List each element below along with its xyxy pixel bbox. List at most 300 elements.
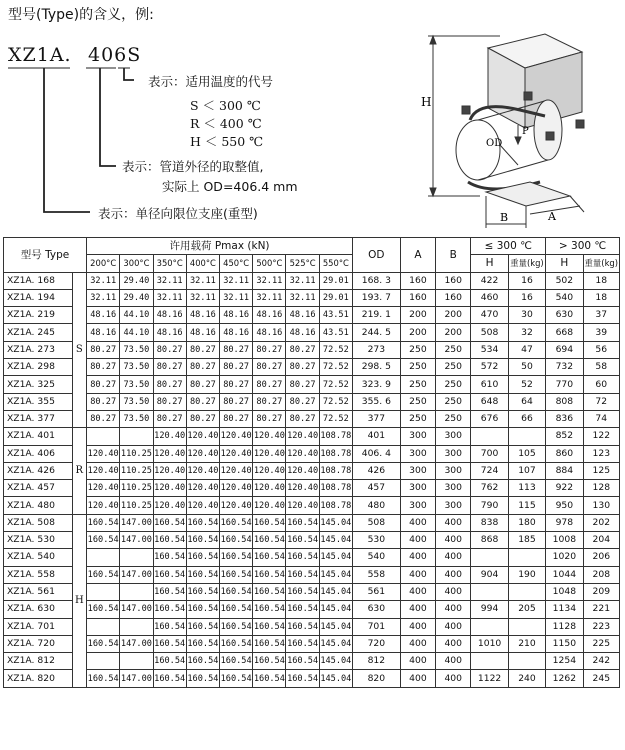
dim-od-label: OD: [486, 138, 503, 149]
load-cell: 80.27: [253, 376, 286, 393]
value-cell: 648: [471, 393, 508, 410]
load-cell: 120.40: [286, 497, 319, 514]
value-cell: 400: [400, 583, 435, 600]
value-cell: 105: [508, 445, 545, 462]
value-cell: 860: [546, 445, 583, 462]
temp-code-s: S ＜ 300 ℃: [190, 98, 261, 113]
load-cell: [87, 549, 120, 566]
value-cell: 300: [436, 445, 471, 462]
load-cell: 80.27: [286, 393, 319, 410]
value-cell: 820: [352, 670, 400, 687]
load-cell: 80.27: [253, 410, 286, 427]
load-cell: 120.40: [220, 480, 253, 497]
value-cell: 250: [400, 341, 435, 358]
value-cell: 130: [583, 497, 619, 514]
load-cell: 160.54: [253, 566, 286, 583]
table-row: [4, 410, 620, 427]
value-cell: [508, 618, 545, 635]
table-row: [4, 445, 620, 462]
value-cell: 300: [400, 497, 435, 514]
load-cell: 72.52: [319, 410, 352, 427]
table-row: [4, 514, 620, 531]
load-cell: 160.54: [186, 670, 219, 687]
load-cell: 80.27: [153, 376, 186, 393]
load-cell: 110.25: [120, 462, 153, 479]
load-cell: 80.27: [220, 410, 253, 427]
load-cell: 32.11: [186, 289, 219, 306]
value-cell: 300: [400, 462, 435, 479]
value-cell: 812: [352, 653, 400, 670]
value-cell: 202: [583, 514, 619, 531]
value-cell: 16: [508, 272, 545, 289]
table-row: [4, 289, 620, 306]
load-cell: 160.54: [186, 514, 219, 531]
load-cell: 120.40: [253, 445, 286, 462]
value-cell: 58: [583, 359, 619, 376]
load-cell: 48.16: [87, 324, 120, 341]
load-cell: 80.27: [286, 359, 319, 376]
value-cell: 470: [471, 307, 508, 324]
model-cell: XZ1A. 530: [4, 532, 73, 549]
load-cell: 120.40: [153, 497, 186, 514]
model-cell: XZ1A. 401: [4, 428, 73, 445]
value-cell: 1044: [546, 566, 583, 583]
value-cell: 205: [508, 601, 545, 618]
load-cell: 120.40: [253, 462, 286, 479]
header-temp: 350°C: [153, 255, 186, 272]
load-cell: 147.00: [120, 532, 153, 549]
value-cell: 168. 3: [352, 272, 400, 289]
load-cell: 72.52: [319, 393, 352, 410]
load-cell: 32.11: [87, 289, 120, 306]
value-cell: 457: [352, 480, 400, 497]
value-cell: 273: [352, 341, 400, 358]
value-cell: 32: [508, 324, 545, 341]
value-cell: 200: [400, 324, 435, 341]
load-cell: 80.27: [253, 359, 286, 376]
value-cell: 610: [471, 376, 508, 393]
value-cell: 540: [352, 549, 400, 566]
load-cell: 120.40: [253, 428, 286, 445]
load-cell: 160.54: [87, 635, 120, 652]
load-cell: 29.40: [120, 289, 153, 306]
load-cell: 160.54: [253, 618, 286, 635]
load-cell: 32.11: [186, 272, 219, 289]
load-cell: 80.27: [220, 376, 253, 393]
load-cell: 160.54: [220, 635, 253, 652]
load-cell: 145.04: [319, 549, 352, 566]
model-cell: XZ1A. 820: [4, 670, 73, 687]
model-cell: XZ1A. 298: [4, 359, 73, 376]
load-cell: [120, 618, 153, 635]
load-cell: 120.40: [186, 480, 219, 497]
value-cell: 240: [508, 670, 545, 687]
value-cell: 401: [352, 428, 400, 445]
value-cell: 250: [400, 359, 435, 376]
model-cell: XZ1A. 480: [4, 497, 73, 514]
value-cell: 200: [436, 307, 471, 324]
load-cell: 80.27: [253, 393, 286, 410]
load-cell: 160.54: [220, 532, 253, 549]
value-cell: 300: [436, 428, 471, 445]
value-cell: 47: [508, 341, 545, 358]
model-cell: XZ1A. 457: [4, 480, 73, 497]
value-cell: 400: [436, 618, 471, 635]
table-row: [4, 307, 620, 324]
value-cell: 694: [546, 341, 583, 358]
load-cell: 160.54: [286, 653, 319, 670]
value-cell: 206: [583, 549, 619, 566]
load-cell: 160.54: [153, 601, 186, 618]
load-cell: 160.54: [220, 566, 253, 583]
value-cell: 836: [546, 410, 583, 427]
load-cell: 73.50: [120, 410, 153, 427]
value-cell: 400: [400, 514, 435, 531]
load-cell: 160.54: [220, 583, 253, 600]
load-cell: 147.00: [120, 670, 153, 687]
value-cell: 113: [508, 480, 545, 497]
value-cell: 561: [352, 583, 400, 600]
header-temp: 300°C: [120, 255, 153, 272]
load-cell: 160.54: [87, 532, 120, 549]
load-cell: 120.40: [286, 445, 319, 462]
value-cell: 630: [546, 307, 583, 324]
header-temp: 550°C: [319, 255, 352, 272]
load-cell: 48.16: [186, 307, 219, 324]
load-cell: [120, 653, 153, 670]
value-cell: 1262: [546, 670, 583, 687]
value-cell: 400: [400, 601, 435, 618]
intro-title: 型号(Type)的含义，例:: [8, 7, 154, 23]
table-row: [4, 532, 620, 549]
load-cell: 80.27: [286, 341, 319, 358]
value-cell: 508: [352, 514, 400, 531]
load-cell: 145.04: [319, 670, 352, 687]
load-cell: 160.54: [153, 514, 186, 531]
load-cell: 160.54: [87, 601, 120, 618]
load-cell: 32.11: [253, 272, 286, 289]
load-cell: 32.11: [220, 289, 253, 306]
value-cell: 245: [583, 670, 619, 687]
value-cell: 720: [352, 635, 400, 652]
model-cell: XZ1A. 273: [4, 341, 73, 358]
load-cell: 120.40: [220, 428, 253, 445]
value-cell: 209: [583, 583, 619, 600]
load-cell: 120.40: [153, 428, 186, 445]
load-cell: 48.16: [253, 307, 286, 324]
load-cell: 160.54: [220, 618, 253, 635]
desc-temperature-code: 表示：适用温度的代号: [148, 74, 274, 89]
value-cell: 355. 6: [352, 393, 400, 410]
load-cell: 160.54: [286, 635, 319, 652]
load-cell: 160.54: [153, 532, 186, 549]
load-cell: 160.54: [253, 653, 286, 670]
load-cell: 120.40: [220, 497, 253, 514]
value-cell: [471, 618, 508, 635]
load-cell: 160.54: [286, 583, 319, 600]
model-cell: XZ1A. 558: [4, 566, 73, 583]
value-cell: 250: [436, 359, 471, 376]
value-cell: 978: [546, 514, 583, 531]
load-cell: 80.27: [220, 359, 253, 376]
value-cell: 300: [400, 428, 435, 445]
model-cell: XZ1A. 630: [4, 601, 73, 618]
value-cell: 30: [508, 307, 545, 324]
example-code-suffix: 406S: [88, 44, 142, 66]
load-cell: 48.16: [153, 307, 186, 324]
load-cell: 73.50: [120, 341, 153, 358]
value-cell: 838: [471, 514, 508, 531]
value-cell: 200: [436, 324, 471, 341]
value-cell: 208: [583, 566, 619, 583]
value-cell: 400: [436, 549, 471, 566]
load-cell: 120.40: [186, 462, 219, 479]
load-cell: 120.40: [253, 480, 286, 497]
value-cell: 400: [436, 635, 471, 652]
value-cell: 210: [508, 635, 545, 652]
load-cell: 160.54: [153, 583, 186, 600]
load-cell: 80.27: [220, 393, 253, 410]
load-cell: 160.54: [286, 566, 319, 583]
value-cell: 400: [436, 514, 471, 531]
header-temp: 450°C: [220, 255, 253, 272]
load-cell: 160.54: [153, 618, 186, 635]
value-cell: 1128: [546, 618, 583, 635]
load-cell: 147.00: [120, 566, 153, 583]
table-row: [4, 272, 620, 289]
desc-support: 表示：单径向限位支座(重型): [98, 206, 258, 221]
load-cell: 160.54: [286, 618, 319, 635]
load-cell: 32.11: [286, 289, 319, 306]
load-cell: 145.04: [319, 514, 352, 531]
value-cell: 242: [583, 653, 619, 670]
load-cell: 73.50: [120, 359, 153, 376]
load-cell: 160.54: [186, 583, 219, 600]
value-cell: 300: [400, 480, 435, 497]
load-cell: 145.04: [319, 583, 352, 600]
load-cell: 160.54: [253, 532, 286, 549]
value-cell: 400: [400, 566, 435, 583]
value-cell: 300: [400, 445, 435, 462]
model-cell: XZ1A. 812: [4, 653, 73, 670]
load-cell: 48.16: [286, 324, 319, 341]
value-cell: 400: [400, 670, 435, 687]
table-row: [4, 566, 620, 583]
load-cell: 160.54: [220, 601, 253, 618]
load-cell: 120.40: [153, 445, 186, 462]
value-cell: 190: [508, 566, 545, 583]
value-cell: 323. 9: [352, 376, 400, 393]
load-cell: 80.27: [153, 393, 186, 410]
load-cell: [87, 583, 120, 600]
load-cell: 160.54: [87, 514, 120, 531]
load-cell: 80.27: [286, 376, 319, 393]
value-cell: 160: [436, 272, 471, 289]
load-cell: 120.40: [253, 497, 286, 514]
value-cell: 107: [508, 462, 545, 479]
load-cell: 145.04: [319, 653, 352, 670]
value-cell: 950: [546, 497, 583, 514]
load-cell: 32.11: [253, 289, 286, 306]
load-cell: 160.54: [186, 601, 219, 618]
load-cell: 160.54: [253, 635, 286, 652]
value-cell: 250: [400, 376, 435, 393]
value-cell: 400: [400, 653, 435, 670]
load-cell: 48.16: [153, 324, 186, 341]
value-cell: 123: [583, 445, 619, 462]
load-cell: 32.11: [153, 272, 186, 289]
load-cell: 80.27: [87, 376, 120, 393]
value-cell: [508, 428, 545, 445]
value-cell: 400: [436, 566, 471, 583]
load-cell: [120, 549, 153, 566]
load-cell: 120.40: [186, 428, 219, 445]
value-cell: 530: [352, 532, 400, 549]
load-cell: 43.51: [319, 307, 352, 324]
load-cell: 160.54: [186, 549, 219, 566]
header-weight-le300: 重量(kg): [508, 255, 545, 272]
load-cell: 120.40: [87, 445, 120, 462]
value-cell: 128: [583, 480, 619, 497]
value-cell: 400: [436, 532, 471, 549]
load-cell: 160.54: [87, 670, 120, 687]
header-temp: 200°C: [87, 255, 120, 272]
model-cell: XZ1A. 701: [4, 618, 73, 635]
load-cell: 29.40: [120, 272, 153, 289]
load-cell: 43.51: [319, 324, 352, 341]
value-cell: 701: [352, 618, 400, 635]
value-cell: 1134: [546, 601, 583, 618]
dim-h-label: H: [421, 95, 432, 109]
load-cell: 32.11: [220, 272, 253, 289]
load-cell: 120.40: [87, 462, 120, 479]
value-cell: [471, 428, 508, 445]
load-cell: 80.27: [186, 410, 219, 427]
table-row: [4, 480, 620, 497]
load-cell: 80.27: [186, 359, 219, 376]
table-row: [4, 393, 620, 410]
load-cell: 160.54: [186, 618, 219, 635]
model-cell: XZ1A. 508: [4, 514, 73, 531]
value-cell: 250: [436, 341, 471, 358]
load-cell: 48.16: [87, 307, 120, 324]
load-cell: 48.16: [220, 307, 253, 324]
value-cell: 422: [471, 272, 508, 289]
load-cell: 110.25: [120, 480, 153, 497]
value-cell: 400: [400, 618, 435, 635]
table-row: [4, 462, 620, 479]
value-cell: 1008: [546, 532, 583, 549]
load-cell: [87, 428, 120, 445]
value-cell: 994: [471, 601, 508, 618]
load-cell: 80.27: [153, 341, 186, 358]
load-cell: 80.27: [186, 341, 219, 358]
load-cell: 48.16: [286, 307, 319, 324]
load-cell: 147.00: [120, 635, 153, 652]
value-cell: 1254: [546, 653, 583, 670]
value-cell: 300: [436, 462, 471, 479]
table-row: [4, 653, 620, 670]
load-cell: 120.40: [186, 445, 219, 462]
header-gt300: > 300 ℃: [546, 238, 620, 255]
load-cell: 160.54: [253, 670, 286, 687]
header-h-gt300: H: [546, 255, 583, 272]
load-cell: 120.40: [153, 480, 186, 497]
header-type: 型号 Type: [4, 238, 87, 273]
support-drawing: [0, 0, 625, 235]
load-cell: 120.40: [153, 462, 186, 479]
model-cell: XZ1A. 219: [4, 307, 73, 324]
load-cell: 160.54: [186, 532, 219, 549]
temp-group-cell: S: [72, 272, 87, 428]
load-cell: 29.01: [319, 272, 352, 289]
value-cell: 122: [583, 428, 619, 445]
load-cell: 145.04: [319, 601, 352, 618]
value-cell: 16: [508, 289, 545, 306]
dim-p-label: P: [522, 126, 529, 137]
load-cell: 72.52: [319, 376, 352, 393]
header-temp: 525°C: [286, 255, 319, 272]
value-cell: 250: [400, 393, 435, 410]
value-cell: [508, 549, 545, 566]
load-cell: 32.11: [286, 272, 319, 289]
load-cell: 145.04: [319, 532, 352, 549]
load-cell: 145.04: [319, 618, 352, 635]
value-cell: 1020: [546, 549, 583, 566]
value-cell: 250: [436, 393, 471, 410]
model-cell: XZ1A. 720: [4, 635, 73, 652]
load-cell: 160.54: [220, 514, 253, 531]
value-cell: 668: [546, 324, 583, 341]
value-cell: 502: [546, 272, 583, 289]
value-cell: 72: [583, 393, 619, 410]
model-cell: XZ1A. 355: [4, 393, 73, 410]
spec-table: [3, 237, 620, 688]
load-cell: 147.00: [120, 514, 153, 531]
load-cell: 160.54: [286, 670, 319, 687]
table-row: [4, 583, 620, 600]
value-cell: 400: [436, 670, 471, 687]
value-cell: 1122: [471, 670, 508, 687]
table-row: [4, 428, 620, 445]
value-cell: 630: [352, 601, 400, 618]
value-cell: 219. 1: [352, 307, 400, 324]
load-cell: 80.27: [87, 359, 120, 376]
value-cell: 204: [583, 532, 619, 549]
value-cell: 223: [583, 618, 619, 635]
load-cell: 108.78: [319, 462, 352, 479]
value-cell: [508, 583, 545, 600]
value-cell: 298. 5: [352, 359, 400, 376]
value-cell: 732: [546, 359, 583, 376]
value-cell: 762: [471, 480, 508, 497]
load-cell: 160.54: [186, 635, 219, 652]
desc-od: 表示：管道外径的取整值,: [122, 159, 264, 174]
value-cell: 300: [436, 497, 471, 514]
value-cell: 400: [400, 532, 435, 549]
value-cell: 200: [400, 307, 435, 324]
desc-od-actual: 实际上 OD=406.4 mm: [162, 179, 298, 194]
value-cell: 66: [508, 410, 545, 427]
load-cell: 44.10: [120, 307, 153, 324]
value-cell: 300: [436, 480, 471, 497]
load-cell: 108.78: [319, 497, 352, 514]
load-cell: 48.16: [186, 324, 219, 341]
load-cell: 48.16: [220, 324, 253, 341]
load-cell: 160.54: [286, 601, 319, 618]
load-cell: 160.54: [286, 532, 319, 549]
header-weight-gt300: 重量(kg): [583, 255, 619, 272]
